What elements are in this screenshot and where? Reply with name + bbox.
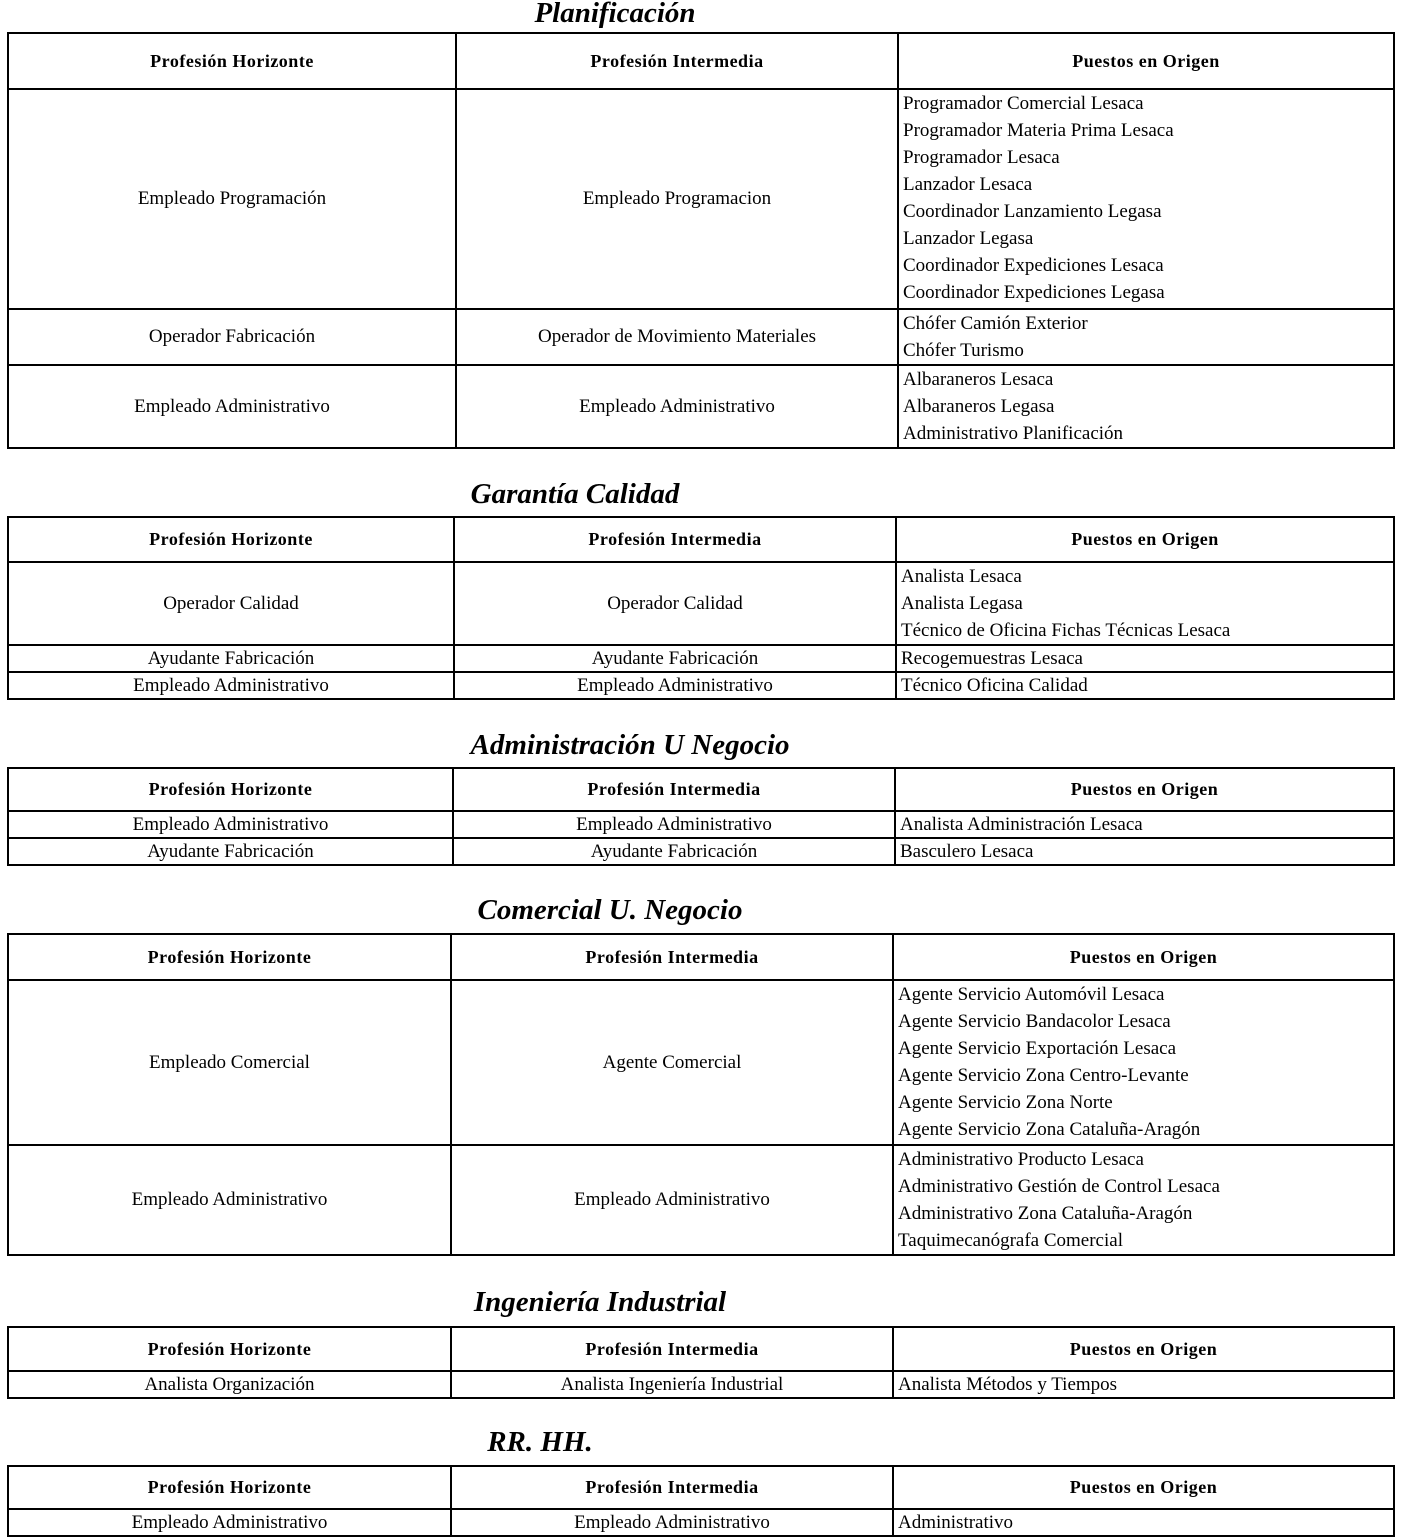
rrhh-table — [7, 1465, 1395, 1537]
puesto-item: Taquimecanógrafa Comercial — [898, 1230, 1123, 1251]
puesto-item: Programador Lesaca — [903, 147, 1060, 168]
puesto-item: Agente Servicio Zona Centro-Levante — [898, 1065, 1189, 1086]
administracion-table — [7, 767, 1395, 866]
puesto-item: Basculero Lesaca — [900, 841, 1034, 862]
puesto-item: Agente Servicio Exportación Lesaca — [898, 1038, 1177, 1059]
header-profesion-horizonte: Profesión Horizonte — [8, 1327, 451, 1371]
puesto-item: Analista Métodos y Tiempos — [898, 1374, 1118, 1395]
puesto-item: Técnico de Oficina Fichas Técnicas Lesaca — [901, 620, 1231, 641]
profesion-horizonte-cell: Empleado Administrativo — [8, 1509, 451, 1536]
garantia-calidad-table — [7, 516, 1395, 700]
puesto-item: Agente Servicio Automóvil Lesaca — [898, 984, 1165, 1005]
profesion-intermedia-cell: Analista Ingeniería Industrial — [451, 1371, 893, 1398]
puesto-item: Chófer Turismo — [903, 340, 1024, 361]
puesto-item: Analista Lesaca — [901, 566, 1022, 587]
profesion-intermedia-cell: Operador Calidad — [454, 562, 896, 645]
header-puestos-origen: Puestos en Origen — [896, 517, 1394, 562]
puesto-item: Programador Materia Prima Lesaca — [903, 120, 1174, 141]
puestos-origen-cell — [896, 672, 1394, 699]
table-row — [8, 89, 1394, 309]
header-profesion-intermedia: Profesión Intermedia — [456, 33, 898, 89]
header-profesion-horizonte: Profesión Horizonte — [8, 768, 453, 811]
section-title: Planificación — [534, 0, 696, 29]
profesion-intermedia-cell: Empleado Administrativo — [454, 672, 896, 699]
puestos-origen-cell — [898, 365, 1394, 448]
table-row — [8, 838, 1394, 865]
puestos-origen-cell — [893, 1145, 1394, 1255]
header-profesion-intermedia: Profesión Intermedia — [451, 1466, 893, 1509]
puestos-origen-cell — [893, 1371, 1394, 1398]
puesto-item: Administrativo Zona Cataluña-Aragón — [898, 1203, 1193, 1224]
profesion-horizonte-cell: Ayudante Fabricación — [8, 838, 453, 865]
header-profesion-intermedia: Profesión Intermedia — [451, 1327, 893, 1371]
profesion-intermedia-cell: Agente Comercial — [451, 980, 893, 1145]
puesto-item: Lanzador Lesaca — [903, 174, 1033, 195]
puesto-item: Administrativo Gestión de Control Lesaca — [898, 1176, 1220, 1197]
puesto-item: Coordinador Expediciones Lesaca — [903, 255, 1164, 276]
header-puestos-origen: Puestos en Origen — [893, 1327, 1394, 1371]
puestos-origen-cell — [895, 838, 1394, 865]
puesto-item: Lanzador Legasa — [903, 228, 1034, 249]
profesion-horizonte-cell: Empleado Administrativo — [8, 365, 456, 448]
table-row — [8, 309, 1394, 365]
section-title: RR. HH. — [487, 1426, 593, 1458]
puesto-item: Administrativo — [898, 1512, 1014, 1533]
profesion-intermedia-cell: Ayudante Fabricación — [454, 645, 896, 672]
header-profesion-intermedia: Profesión Intermedia — [454, 517, 896, 562]
header-puestos-origen: Puestos en Origen — [898, 33, 1394, 89]
puesto-item: Albaraneros Legasa — [903, 396, 1055, 417]
puestos-origen-cell — [895, 811, 1394, 838]
profesion-horizonte-cell: Empleado Programación — [8, 89, 456, 309]
header-profesion-intermedia: Profesión Intermedia — [451, 934, 893, 980]
profesion-horizonte-cell: Operador Fabricación — [8, 309, 456, 365]
header-puestos-origen: Puestos en Origen — [893, 1466, 1394, 1509]
header-profesion-horizonte: Profesión Horizonte — [8, 517, 454, 562]
puesto-item: Programador Comercial Lesaca — [903, 93, 1144, 114]
puesto-item: Coordinador Lanzamiento Legasa — [903, 201, 1162, 222]
puesto-item: Administrativo Planificación — [903, 423, 1124, 444]
profesion-horizonte-cell: Empleado Administrativo — [8, 672, 454, 699]
puestos-origen-cell — [893, 1509, 1394, 1536]
puestos-origen-cell — [898, 309, 1394, 365]
puesto-item: Agente Servicio Zona Norte — [898, 1092, 1113, 1113]
section-title: Comercial U. Negocio — [477, 894, 743, 926]
profesion-horizonte-cell: Empleado Comercial — [8, 980, 451, 1145]
puesto-item: Agente Servicio Zona Cataluña-Aragón — [898, 1119, 1201, 1140]
profesion-horizonte-cell: Operador Calidad — [8, 562, 454, 645]
puesto-item: Albaraneros Lesaca — [903, 369, 1054, 390]
table-row — [8, 645, 1394, 672]
puesto-item: Coordinador Expediciones Legasa — [903, 282, 1165, 303]
profesion-intermedia-cell: Operador de Movimiento Materiales — [456, 309, 898, 365]
header-profesion-horizonte: Profesión Horizonte — [8, 934, 451, 980]
section-title: Garantía Calidad — [470, 478, 680, 510]
profesion-intermedia-cell: Empleado Administrativo — [451, 1145, 893, 1255]
puesto-item: Analista Administración Lesaca — [900, 814, 1143, 835]
table-row — [8, 562, 1394, 645]
puestos-origen-cell — [896, 562, 1394, 645]
planificacion-table — [7, 32, 1395, 449]
header-puestos-origen: Puestos en Origen — [893, 934, 1394, 980]
profesion-intermedia-cell: Empleado Programacion — [456, 89, 898, 309]
header-puestos-origen: Puestos en Origen — [895, 768, 1394, 811]
puestos-origen-cell — [893, 980, 1394, 1145]
section-title: Ingeniería Industrial — [473, 1286, 727, 1318]
profesion-horizonte-cell: Empleado Administrativo — [8, 811, 453, 838]
table-row — [8, 1145, 1394, 1255]
profesion-intermedia-cell: Ayudante Fabricación — [453, 838, 895, 865]
table-row — [8, 1509, 1394, 1536]
table-row — [8, 980, 1394, 1145]
header-profesion-horizonte: Profesión Horizonte — [8, 1466, 451, 1509]
puesto-item: Chófer Camión Exterior — [903, 313, 1088, 334]
puesto-item: Recogemuestras Lesaca — [901, 648, 1083, 669]
puesto-item: Técnico Oficina Calidad — [901, 675, 1088, 696]
puesto-item: Administrativo Producto Lesaca — [898, 1149, 1144, 1170]
puestos-origen-cell — [896, 645, 1394, 672]
ingenieria-table — [7, 1326, 1395, 1399]
table-row — [8, 672, 1394, 699]
table-row — [8, 811, 1394, 838]
comercial-table — [7, 933, 1395, 1256]
table-row — [8, 1371, 1394, 1398]
puesto-item: Agente Servicio Bandacolor Lesaca — [898, 1011, 1171, 1032]
header-profesion-horizonte: Profesión Horizonte — [8, 33, 456, 89]
table-row — [8, 365, 1394, 448]
profesion-horizonte-cell: Ayudante Fabricación — [8, 645, 454, 672]
profesion-intermedia-cell: Empleado Administrativo — [451, 1509, 893, 1536]
header-profesion-intermedia: Profesión Intermedia — [453, 768, 895, 811]
profesion-horizonte-cell: Analista Organización — [8, 1371, 451, 1398]
profesion-horizonte-cell: Empleado Administrativo — [8, 1145, 451, 1255]
profesion-intermedia-cell: Empleado Administrativo — [456, 365, 898, 448]
section-title: Administración U Negocio — [470, 729, 790, 761]
profesion-intermedia-cell: Empleado Administrativo — [453, 811, 895, 838]
puestos-origen-cell — [898, 89, 1394, 309]
puesto-item: Analista Legasa — [901, 593, 1023, 614]
